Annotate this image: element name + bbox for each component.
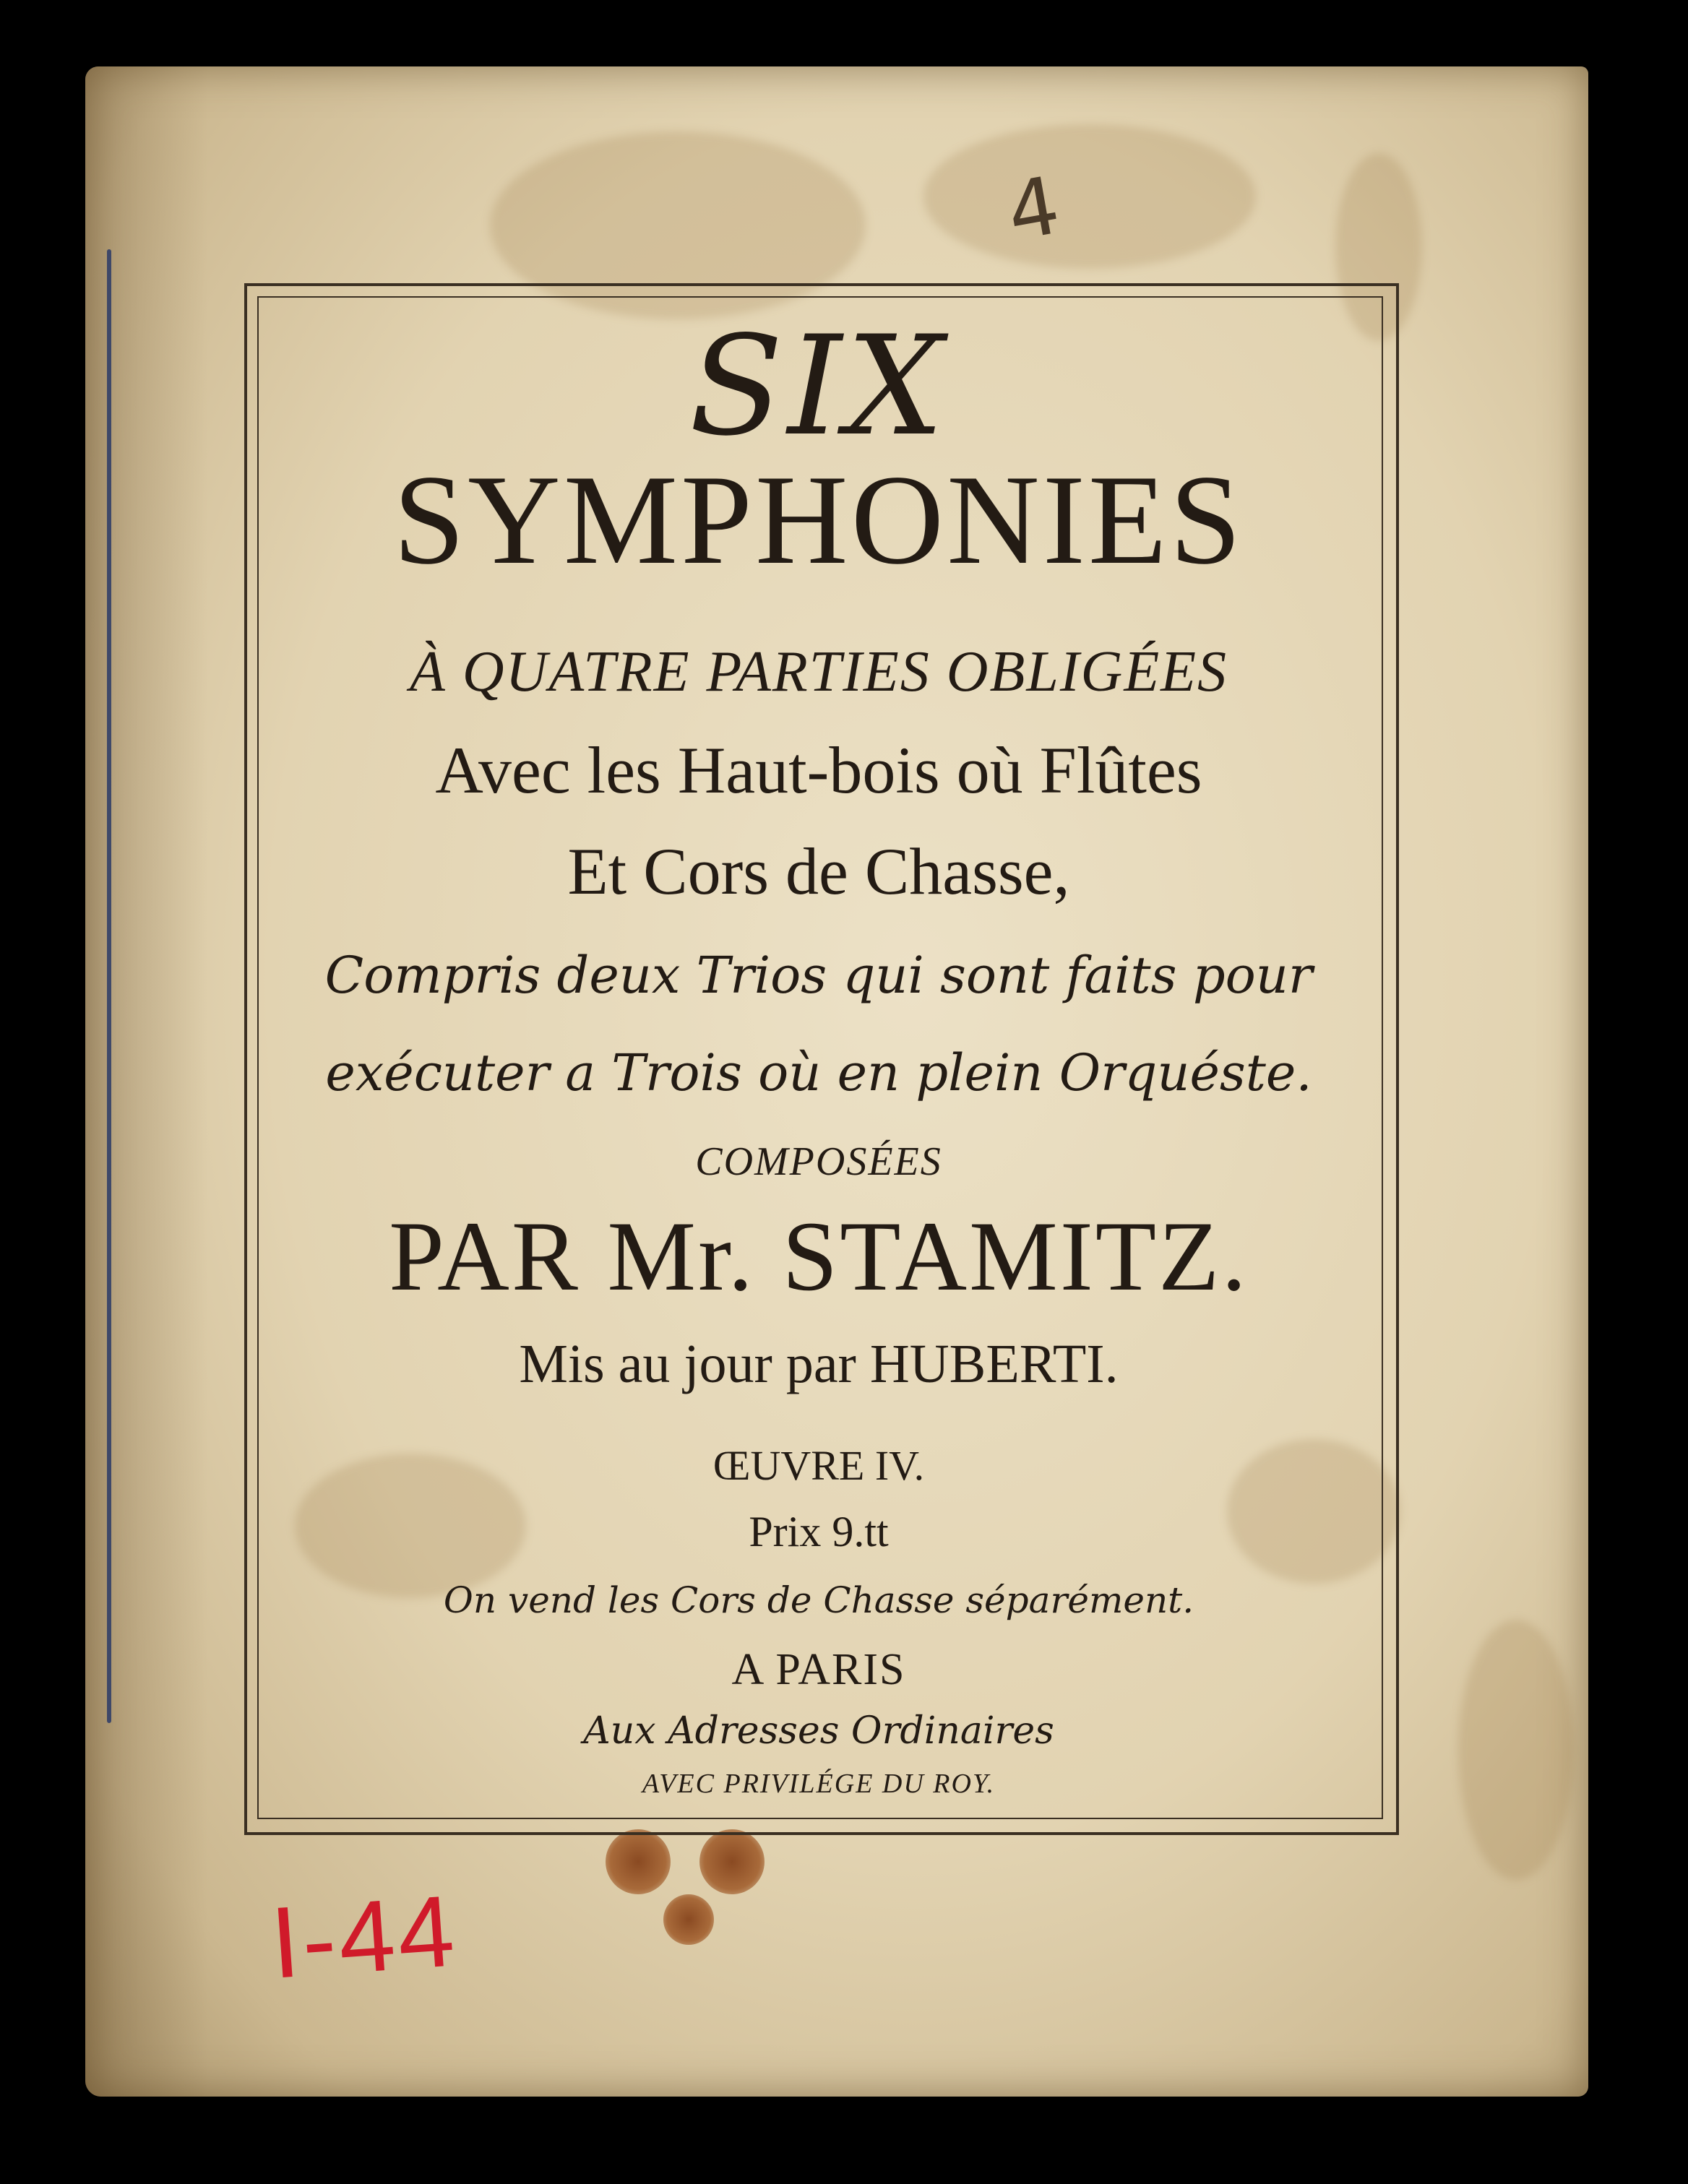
title-block <box>257 296 1380 1816</box>
stain <box>1458 1620 1574 1880</box>
title-symphonies: SYMPHONIES <box>393 448 1244 591</box>
instrumentation-line-1: Avec les Haut-bois où Flûtes <box>435 733 1202 807</box>
title-six: SIX <box>689 306 949 466</box>
composed-label: COMPOSÉES <box>695 1139 942 1184</box>
pencil-annotation: 4 <box>1000 158 1067 259</box>
binding-edge <box>85 66 208 2097</box>
trios-note-line-1: Compris deux Trios qui sont faits pour <box>324 946 1313 1005</box>
composer-name: PAR Mr. STAMITZ. <box>389 1201 1249 1311</box>
publisher-line: Mis au jour par HUBERTI. <box>519 1334 1119 1394</box>
subtitle-parties: À QUATRE PARTIES OBLIGÉES <box>409 640 1228 704</box>
trios-note-line-2: exécuter a Trois où en plein Orquéste. <box>325 1043 1312 1102</box>
horn-parts-note: On vend les Cors de Chasse séparément. <box>443 1579 1194 1621</box>
opus-number: ŒUVRE IV. <box>712 1442 925 1489</box>
wax-spot <box>699 1829 765 1894</box>
binding-thread <box>107 249 111 1723</box>
stain <box>923 124 1256 269</box>
shelfmark-label: I-44 <box>267 1873 461 2000</box>
wax-spot <box>663 1894 714 1945</box>
royal-privilege: AVEC PRIVILÉGE DU ROY. <box>642 1769 996 1799</box>
wax-spot <box>606 1829 671 1894</box>
instrumentation-line-2: Et Cors de Chasse, <box>567 834 1070 908</box>
imprint-city: A PARIS <box>731 1645 906 1694</box>
price: Prix 9.tt <box>749 1508 889 1555</box>
imprint-addresses: Aux Adresses Ordinaires <box>583 1709 1054 1753</box>
